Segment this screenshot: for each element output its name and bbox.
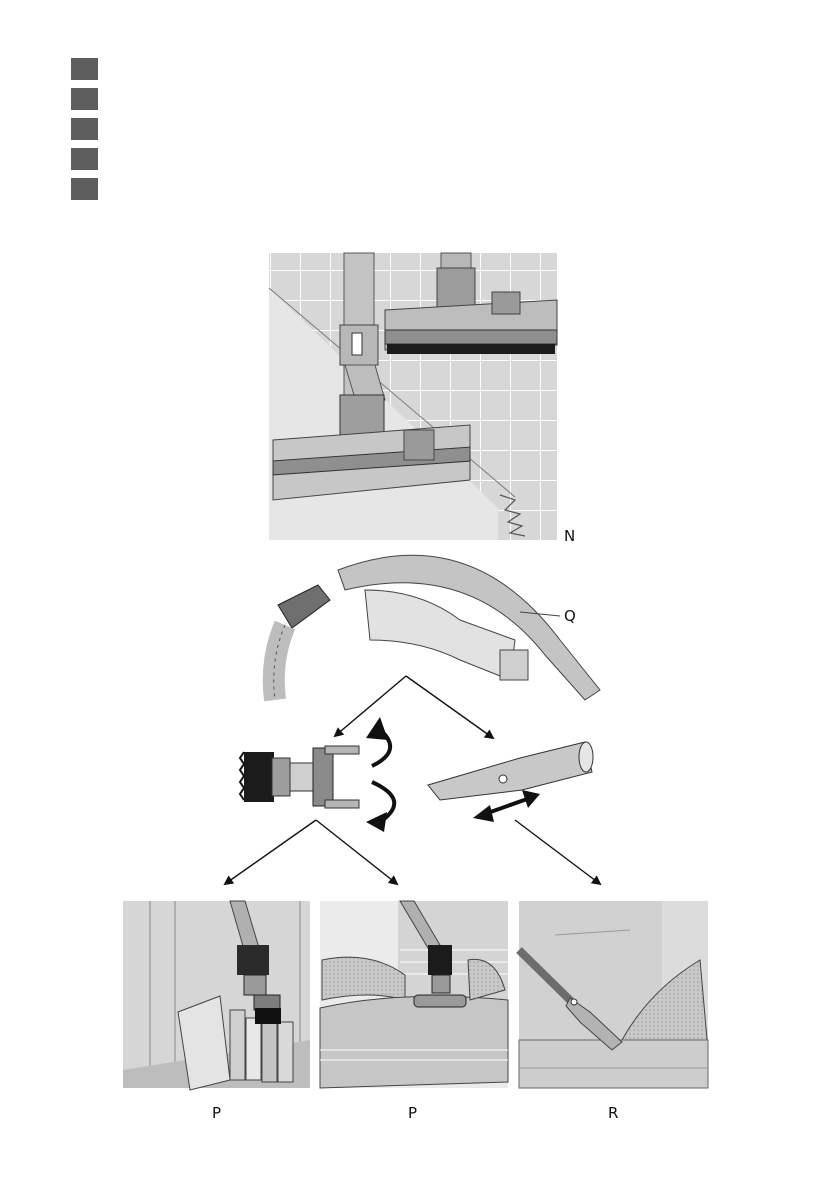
label-floor-nozzle: N	[564, 527, 576, 545]
label-handle: Q	[564, 607, 576, 625]
floor-nozzle-illustration	[269, 253, 557, 540]
label-dusting-brush-2: P	[408, 1104, 418, 1122]
sofa-cleaning-illustration	[320, 901, 508, 1088]
bookshelf-cleaning-illustration	[123, 901, 310, 1090]
armchair-cleaning-illustration	[519, 901, 708, 1088]
dusting-brush-illustration	[240, 717, 394, 832]
label-dusting-brush-1: P	[212, 1104, 222, 1122]
crevice-tool-illustration	[428, 742, 593, 822]
hose-handle-illustration	[274, 555, 600, 700]
label-crevice-tool: R	[608, 1104, 619, 1122]
